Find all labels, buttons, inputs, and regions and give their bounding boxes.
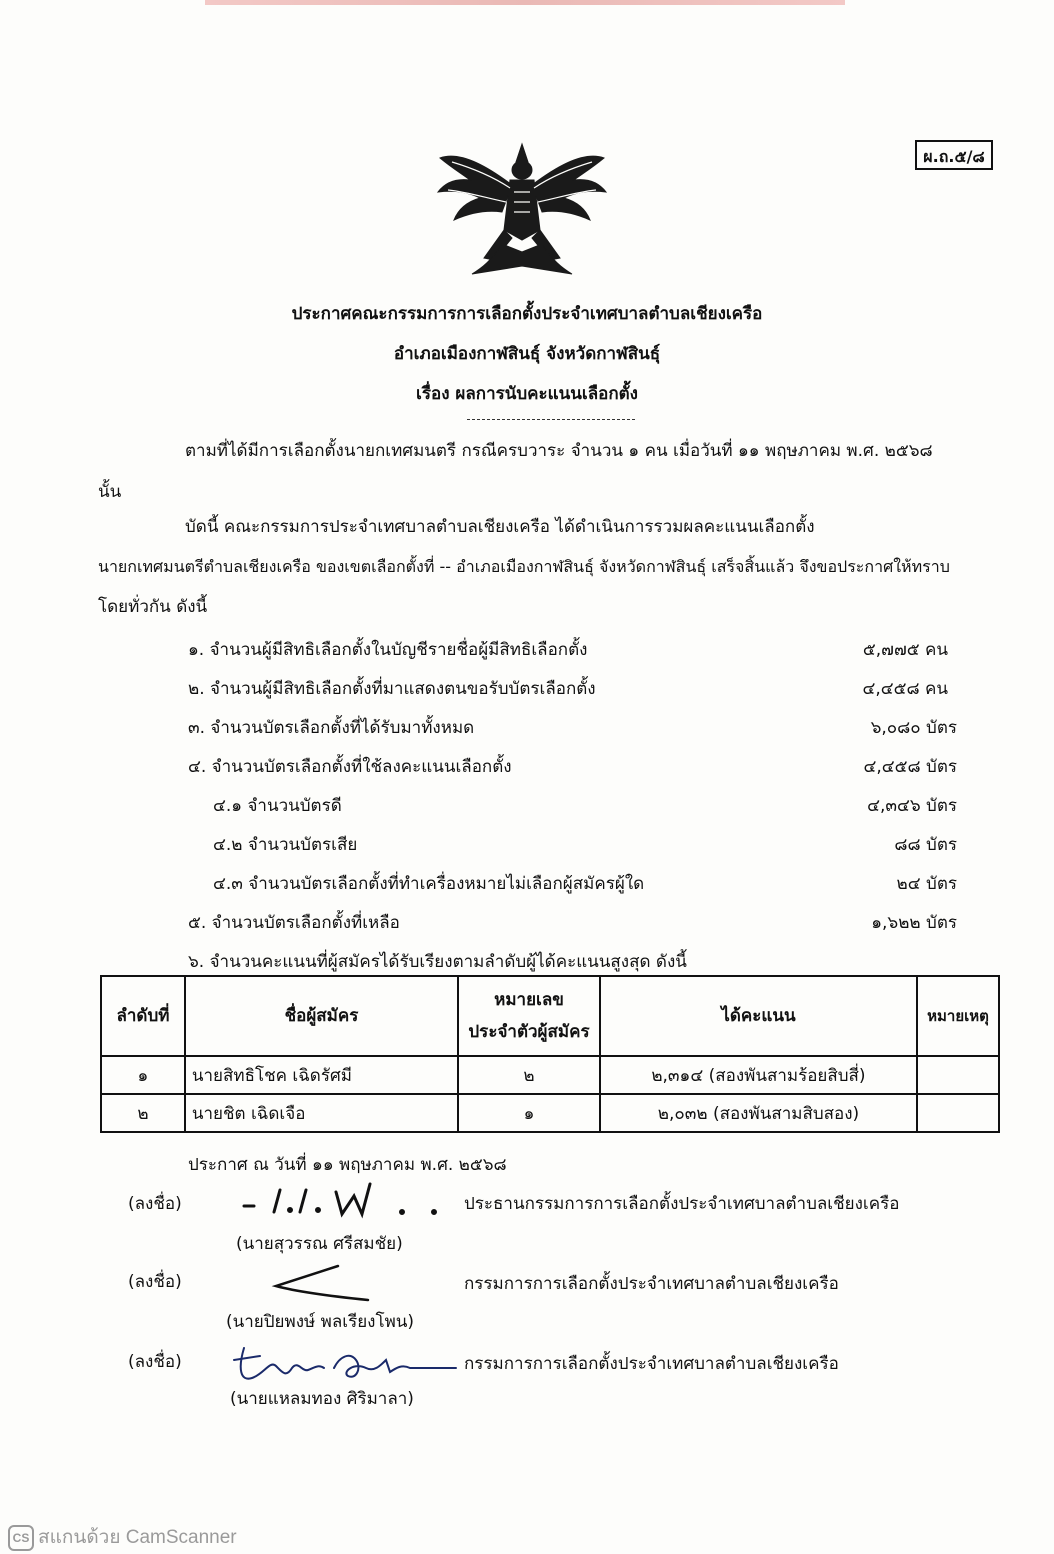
body-paragraph-3: นายกเทศมนตรีตำบลเชียงเครือ ของเขตเลือกตั้งที่ -- อำเภอเมืองกาฬสินธุ์ จังหวัดกาฬสินธุ์ เสร็จสิ้นแล้ว จึงขอประกาศให้ทราบ [98, 557, 950, 576]
signatory-role: กรรมการการเลือกตั้งประจำเทศบาลตำบลเชียงเครือ [464, 1354, 839, 1374]
cell-number: ๑ [458, 1094, 600, 1132]
signature-3-icon [230, 1338, 460, 1394]
signatory-role: ประธานกรรมการการเลือกตั้งประจำเทศบาลตำบลเชียงเครือ [464, 1194, 900, 1214]
cell-rank: ๑ [101, 1056, 185, 1094]
camscanner-watermark [8, 1522, 237, 1552]
header-name: ชื่อผู้สมัคร [185, 976, 458, 1056]
item-6-label: ๖. จำนวนคะแนนที่ผู้สมัครได้รับเรียงตามลำดับผู้ได้คะแนนสูงสุด ดังนี้ [188, 952, 687, 972]
sign-label: (ลงชื่อ) [128, 1194, 182, 1214]
header-number-line-2: ประจำตัวผู้สมัคร [468, 1022, 590, 1042]
item-label: ๔.๑ จำนวนบัตรดี [213, 796, 342, 816]
cell-number: ๒ [458, 1056, 600, 1094]
cell-rank: ๒ [101, 1094, 185, 1132]
heading-divider [467, 419, 635, 420]
table-row [101, 1094, 999, 1132]
signature-2-icon [268, 1262, 448, 1306]
item-value: ๒๔ บัตร [896, 874, 957, 894]
scan-edge-strip [205, 0, 845, 5]
item-value: ๘๘ บัตร [894, 835, 957, 855]
table-header-row [101, 976, 999, 1056]
header-number-line-1: หมายเลข [494, 990, 564, 1010]
body-paragraph-4: โดยทั่วกัน ดังนี้ [98, 597, 208, 617]
header-score: ได้คะแนน [600, 976, 917, 1056]
item-value: ๔,๓๔๖ บัตร [867, 796, 957, 816]
header-remark: หมายเหตุ [917, 976, 999, 1056]
item-value: ๑,๖๒๒ บัตร [871, 913, 957, 933]
heading-line-3: เรื่อง ผลการนับคะแนนเลือกตั้ง [416, 384, 638, 404]
cell-name: นายชิต เฉิดเจือ [185, 1094, 458, 1132]
camscanner-logo-icon: CS [8, 1525, 34, 1551]
form-code-box: ผ.ถ.๕/๘ [915, 140, 993, 170]
announcement-date: ประกาศ ณ วันที่ ๑๑ พฤษภาคม พ.ศ. ๒๕๖๘ [188, 1155, 507, 1175]
body-paragraph-2: บัดนี้ คณะกรรมการประจำเทศบาลตำบลเชียงเครือ ได้ดำเนินการรวมผลคะแนนเลือกตั้ง [185, 517, 815, 537]
sign-label: (ลงชื่อ) [128, 1272, 182, 1292]
item-label: ๔.๓ จำนวนบัตรเลือกตั้งที่ทำเครื่องหมายไม่เลือกผู้สมัครผู้ใด [213, 874, 645, 894]
header-rank: ลำดับที่ [101, 976, 185, 1056]
table-row [101, 1056, 999, 1094]
signatory-name: (นายปิยพงษ์ พลเรียงโพน) [226, 1312, 415, 1332]
item-value: ๔,๔๕๘ คน [862, 679, 948, 699]
signatory-name: (นายสุวรรณ ศรีสมชัย) [236, 1234, 403, 1254]
results-table [100, 975, 1000, 1133]
cell-name: นายสิทธิโชค เฉิดรัศมี [185, 1056, 458, 1094]
body-paragraph-1-end: นั้น [98, 482, 122, 502]
item-label: ๔.๒ จำนวนบัตรเสีย [213, 835, 358, 855]
item-value: ๖,๐๘๐ บัตร [870, 718, 957, 738]
signatory-role: กรรมการการเลือกตั้งประจำเทศบาลตำบลเชียงเครือ [464, 1274, 839, 1294]
item-label: ๑. จำนวนผู้มีสิทธิเลือกตั้งในบัญชีรายชื่อผู้มีสิทธิเลือกตั้ง [188, 640, 588, 660]
cell-remark [917, 1056, 999, 1094]
cell-score: ๒,๓๑๔ (สองพันสามร้อยสิบสี่) [600, 1056, 917, 1094]
cell-remark [917, 1094, 999, 1132]
signature-1-icon [238, 1180, 448, 1220]
camscanner-text: สแกนด้วย CamScanner [38, 1527, 237, 1548]
garuda-emblem-icon [432, 140, 612, 280]
item-label: ๒. จำนวนผู้มีสิทธิเลือกตั้งที่มาแสดงตนขอรับบัตรเลือกตั้ง [188, 679, 596, 699]
signatory-name: (นายแหลมทอง ศิริมาลา) [230, 1389, 414, 1409]
item-label: ๔. จำนวนบัตรเลือกตั้งที่ใช้ลงคะแนนเลือกตั้ง [188, 757, 512, 777]
heading-line-1: ประกาศคณะกรรมการการเลือกตั้งประจำเทศบาลตำบลเชียงเครือ [291, 304, 763, 324]
header-number [458, 976, 600, 1056]
sign-label: (ลงชื่อ) [128, 1352, 182, 1372]
item-value: ๔,๔๕๘ บัตร [863, 757, 957, 777]
cell-score: ๒,๐๓๒ (สองพันสามสิบสอง) [600, 1094, 917, 1132]
item-label: ๕. จำนวนบัตรเลือกตั้งที่เหลือ [188, 913, 400, 933]
item-label: ๓. จำนวนบัตรเลือกตั้งที่ได้รับมาทั้งหมด [188, 718, 475, 738]
body-paragraph-1: ตามที่ได้มีการเลือกตั้งนายกเทศมนตรี กรณีครบวาระ จำนวน ๑ คน เมื่อวันที่ ๑๑ พฤษภาคม พ.ศ. ๒๕๖๘ [185, 441, 933, 461]
item-value: ๕,๗๗๕ คน [862, 640, 948, 660]
heading-line-2: อำเภอเมืองกาฬสินธุ์ จังหวัดกาฬสินธุ์ [393, 344, 661, 364]
